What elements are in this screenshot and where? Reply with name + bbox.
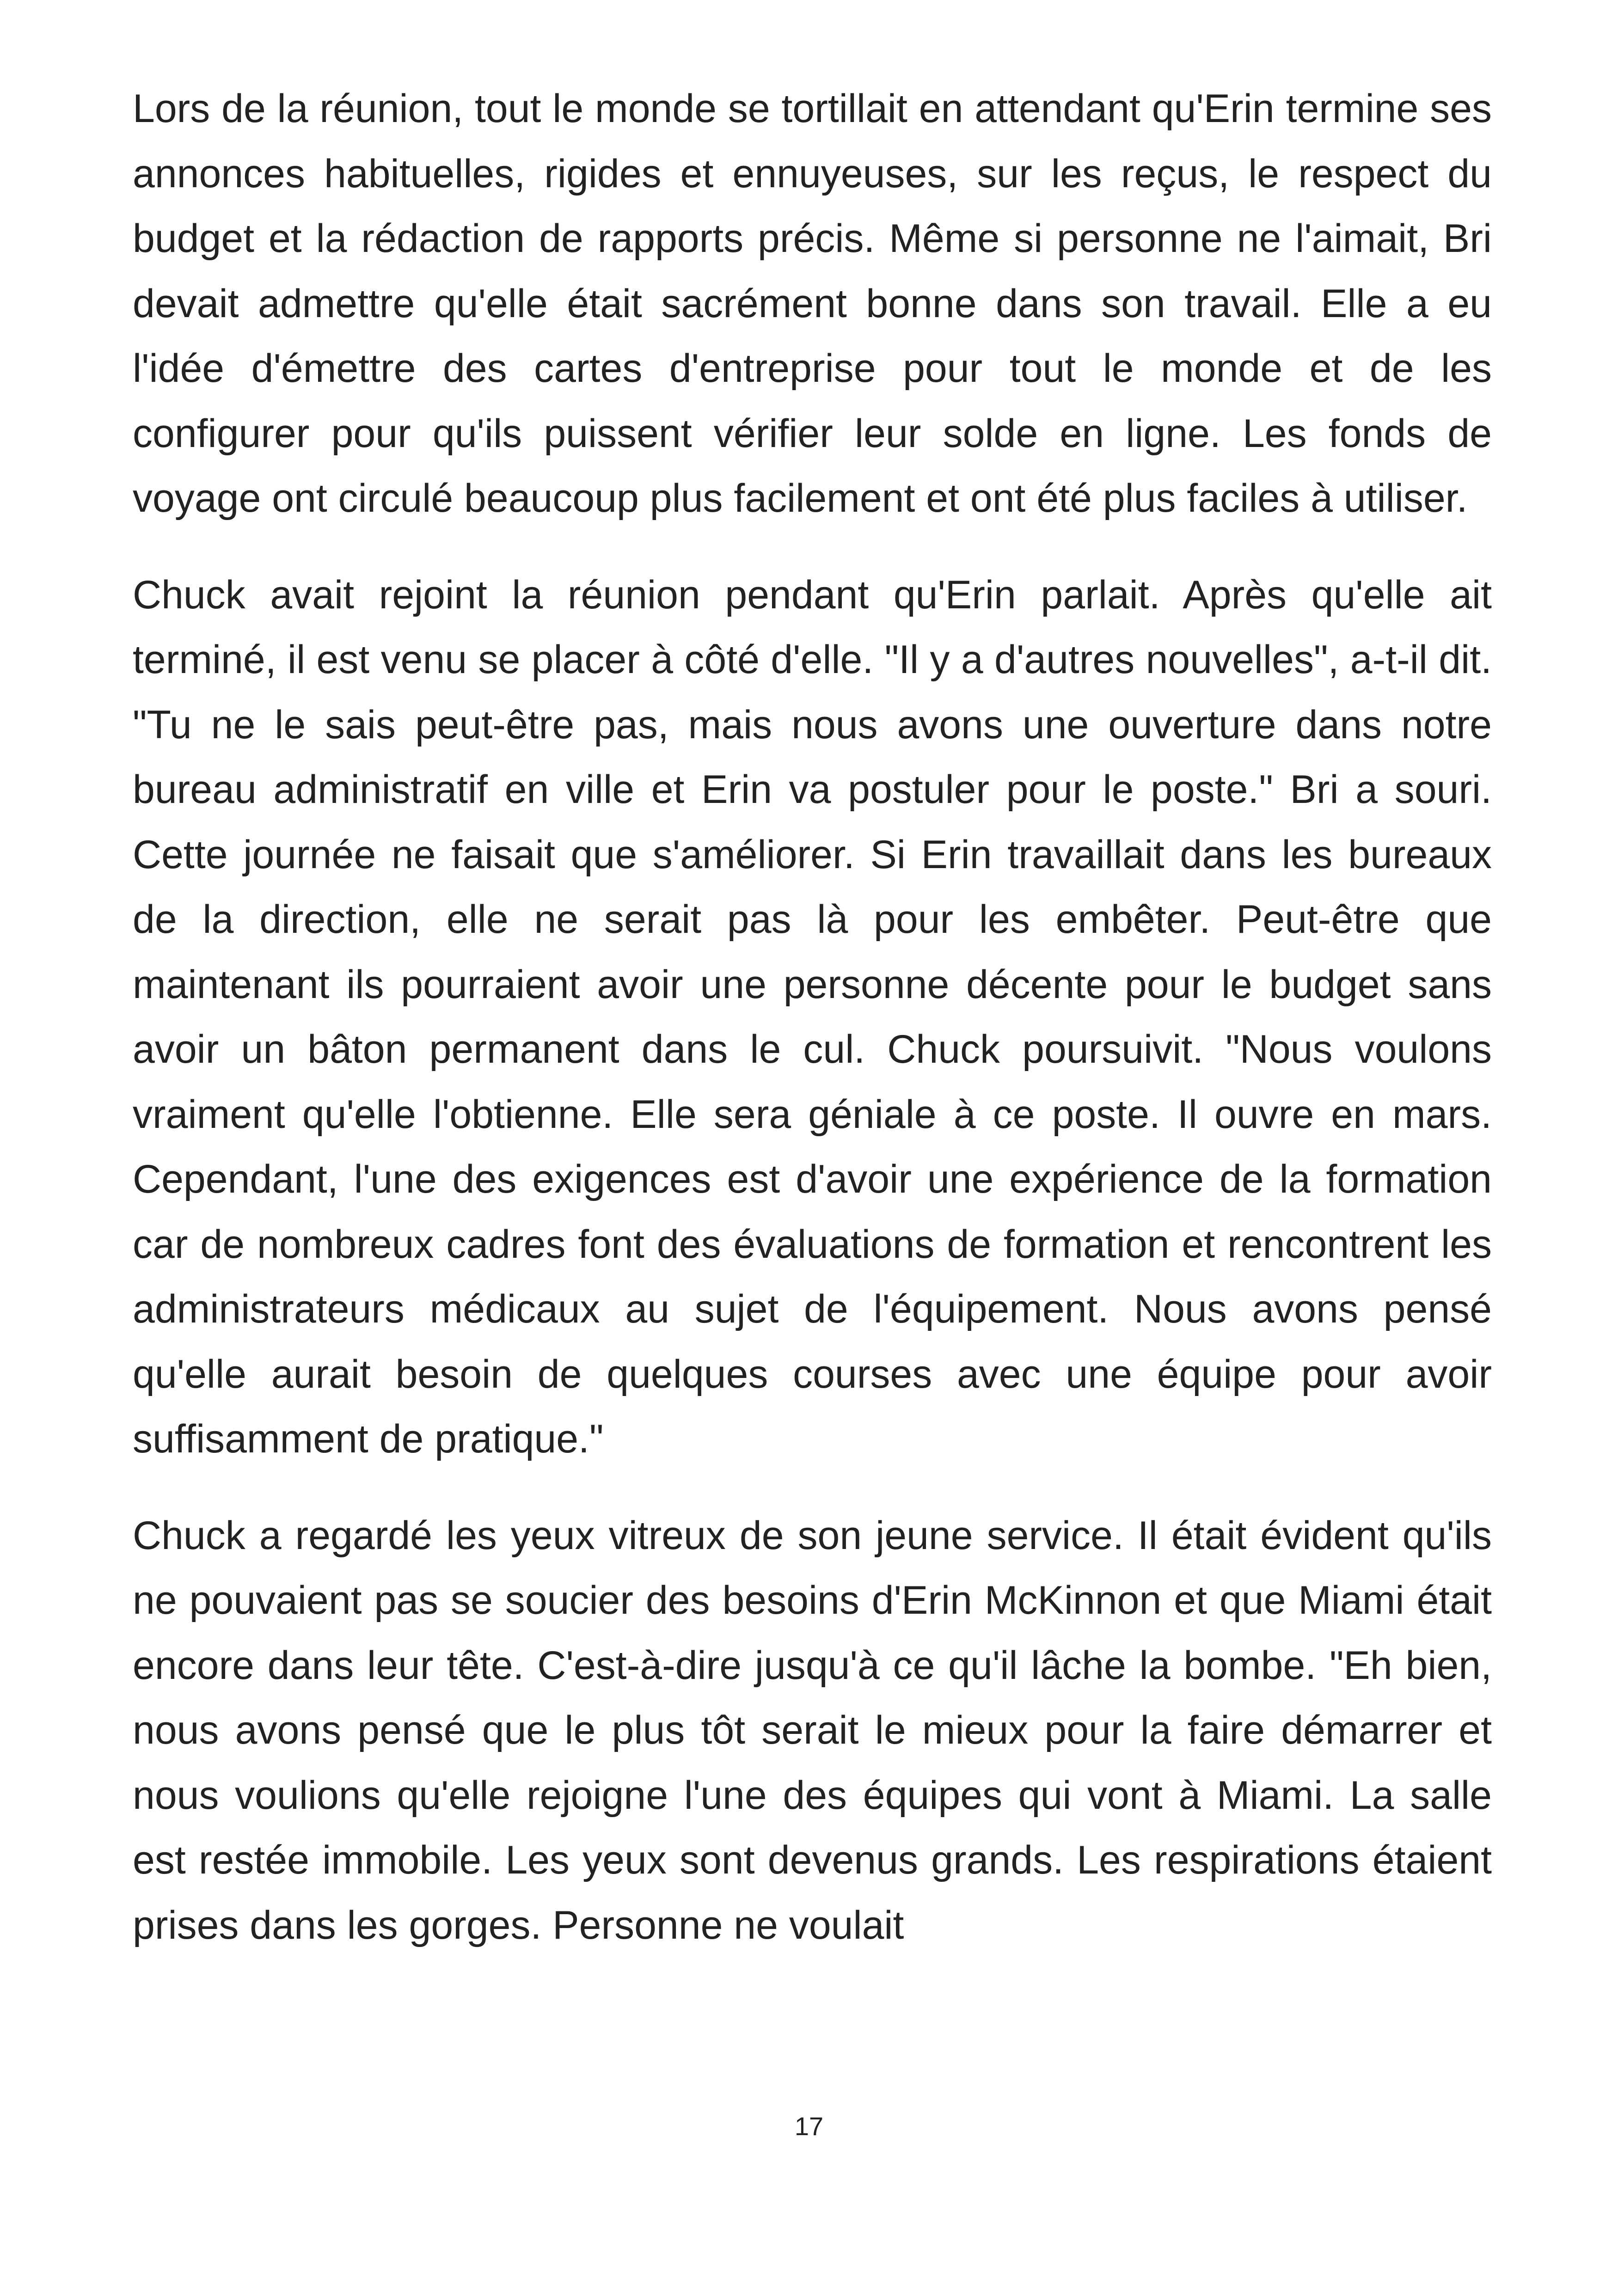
text-body: [133, 76, 1492, 1989]
paragraph-2: Chuck avait rejoint la réunion pendant qu'Erin parlait. Après qu'elle ait terminé, il est venu se placer à côté d'elle. "Il y a d'autres nouvelles", a-t-il dit. "Tu ne le sais peut-être pas, mais nous avons une ouverture dans notre bureau administratif en ville et Erin va postuler pour le poste." Bri a souri. Cette journée ne faisait que s'améliorer. Si Erin travaillait dans les bureaux de la direction, elle ne serait pas là pour les embêter. Peut-être que maintenant ils pourraient avoir une personne décente pour le budget sans avoir un bâton permanent dans le cul. Chuck poursuivit. "Nous voulons vraiment qu'elle l'obtienne. Elle sera géniale à ce poste. Il ouvre en mars. Cependant, l'une des exigences est d'avoir une expérience de la formation car de nombreux cadres font des évaluations de formation et rencontrent les administrateurs médicaux au sujet de l'équipement. Nous avons pensé qu'elle aurait besoin de quelques courses avec une équipe pour avoir suffisamment de pratique.": [133, 572, 1492, 1461]
page-number: 17: [794, 2112, 824, 2141]
paragraph-1: Lors de la réunion, tout le monde se tortillait en attendant qu'Erin termine ses annonces habituelles, rigides et ennuyeuses, sur les reçus, le respect du budget et la rédaction de rapports précis. Même si personne ne l'aimait, Bri devait admettre qu'elle était sacrément bonne dans son travail. Elle a eu l'idée d'émettre des cartes d'entreprise pour tout le monde et de les configurer pour qu'ils puissent vérifier leur solde en ligne. Les fonds de voyage ont circulé beaucoup plus facilement et ont été plus faciles à utiliser.: [133, 86, 1492, 520]
paragraph-3: Chuck a regardé les yeux vitreux de son jeune service. Il était évident qu'ils ne pouvaient pas se soucier des besoins d'Erin McKinnon et que Miami était encore dans leur tête. C'est-à-dire jusqu'à ce qu'il lâche la bombe. "Eh bien, nous avons pensé que le plus tôt serait le mieux pour la faire démarrer et nous voulions qu'elle rejoigne l'une des équipes qui vont à Miami. La salle est restée immobile. Les yeux sont devenus grands. Les respirations étaient prises dans les gorges. Personne ne voulait: [133, 1513, 1492, 1947]
